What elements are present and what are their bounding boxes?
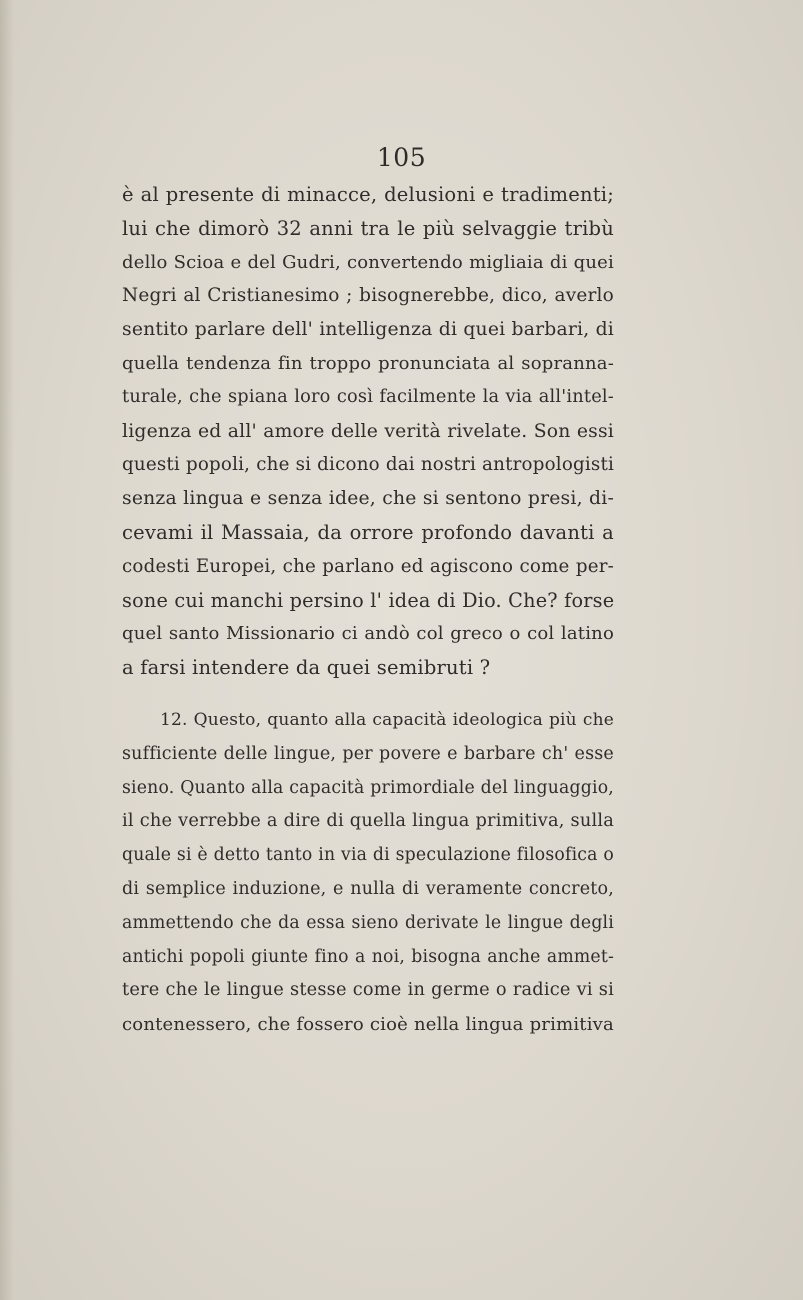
text-line: codesti Europei, che parlano ed agiscono come per- <box>122 555 614 577</box>
text-line: il che verrebbe a dire di quella lingua primitiva, sulla <box>122 811 614 832</box>
text-line: contenessero, che fossero cioè nella lingua primitiva <box>122 1014 614 1036</box>
text-line: senza lingua e senza idee, che si sentono presi, di- <box>122 488 614 510</box>
text-line: sufficiente delle lingue, per povere e barbare ch' esse <box>122 743 614 764</box>
text-line: 12. Questo, quanto alla capacità ideologica più che <box>160 710 614 730</box>
text-line: ammettendo che da essa sieno derivate le lingue degli <box>122 912 614 933</box>
paragraph-1 <box>122 178 614 685</box>
text-line: quel santo Missionario ci andò col greco o col latino <box>122 623 614 645</box>
text-line: turale, che spiana loro così facilmente la via all'intel- <box>122 386 614 407</box>
text-line: sentito parlare dell' intelligenza di quei barbari, di <box>122 319 614 341</box>
text-line: è al presente di minacce, delusioni e tradimenti; <box>122 183 614 206</box>
text-line: quella tendenza fin troppo pronunciata al sopranna- <box>122 352 614 374</box>
text-line: sieno. Quanto alla capacità primordiale del linguaggio, <box>122 777 614 798</box>
text-line: antichi popoli giunte fino a noi, bisogna anche ammet- <box>122 946 614 967</box>
text-line: a farsi intendere da quei semibruti ? <box>122 656 491 680</box>
text-line: cevami il Massaia, da orrore profondo davanti a <box>122 520 614 544</box>
text-line: lui che dimorò 32 anni tra le più selvaggie tribù <box>122 216 614 240</box>
text-line: sone cui manchi persino l' idea di Dio. Che? forse <box>122 588 615 612</box>
page-number: 105 <box>376 143 427 172</box>
text-line: tere che le lingue stesse come in germe o radice vi si <box>122 980 614 1001</box>
text-line: ligenza ed all' amore delle verità rivelate. Son essi <box>122 420 614 442</box>
text-line: dello Scioa e del Gudri, convertendo migliaia di quei <box>122 251 614 273</box>
text-line: quale si è detto tanto in via di speculazione filosofica o <box>122 845 614 866</box>
text-line: questi popoli, che si dicono dai nostri antropologisti <box>122 454 615 476</box>
text-line: Negri al Cristianesimo ; bisognerebbe, dico, averlo <box>122 285 614 307</box>
text-line: di semplice induzione, e nulla di veramente concreto, <box>122 878 614 899</box>
paragraph-2 <box>122 704 614 1042</box>
